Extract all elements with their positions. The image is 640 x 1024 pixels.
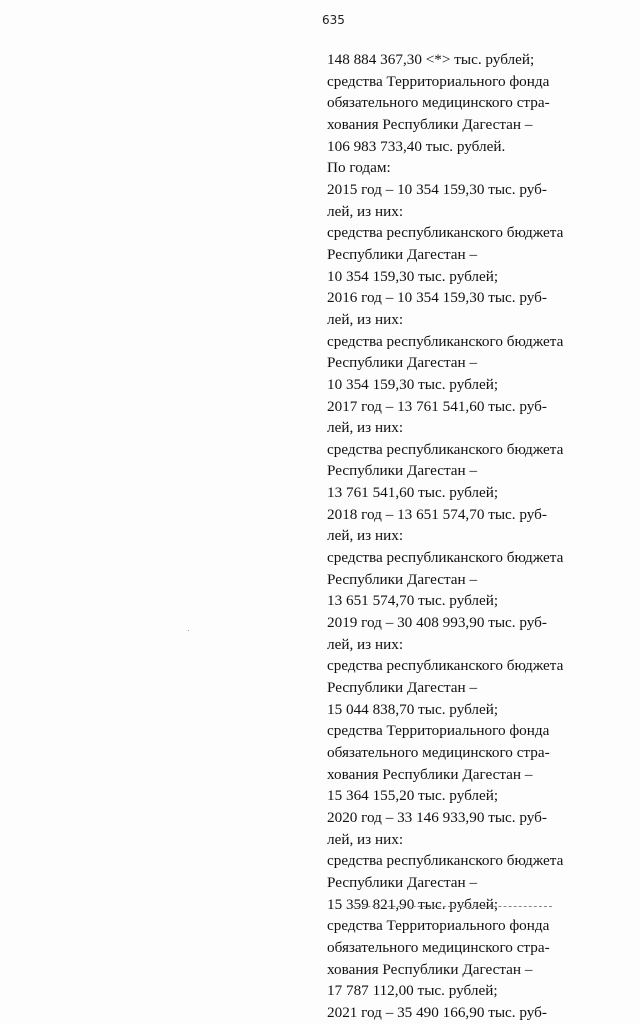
text-line: обязательного медицинского стра- [327, 744, 550, 761]
text-line: 106 983 733,40 тыс. рублей. [327, 137, 506, 155]
text-line: средства Территориального фонда [327, 72, 550, 90]
text-line: 2017 год – 13 761 541,60 тыс. руб- [327, 397, 547, 415]
text-line: 2019 год – 30 408 993,90 тыс. руб- [327, 614, 547, 632]
text-line: 2021 год – 35 490 166,90 тыс. руб- [327, 1003, 547, 1021]
text-line: средства республиканского бюджета [327, 852, 564, 870]
text-line: лей, из них: [327, 635, 404, 653]
text-line: средства республиканского бюджета [327, 549, 564, 567]
text-line: средства республиканского бюджета [327, 440, 564, 458]
bottom-rule [352, 906, 552, 907]
text-line: 10 354 159,30 тыс. рублей; [327, 375, 499, 393]
text-line: средства республиканского бюджета [327, 224, 564, 242]
text-line: лей, из них: [327, 527, 404, 545]
text-line: 15 364 155,20 тыс. рублей; [327, 787, 499, 805]
text-line: обязательного медицинского стра- [327, 938, 550, 956]
text-line: 13 651 574,70 тыс. рублей; [327, 592, 499, 610]
text-line: По годам: [327, 159, 391, 177]
text-line: 17 787 112,00 тыс. рублей; [327, 982, 498, 1000]
text-line: Республики Дагестан – [327, 245, 478, 263]
text-line: 2015 год – 10 354 159,30 тыс. руб- [327, 180, 547, 198]
page-number: 635 [322, 13, 345, 27]
text-line: Республики Дагестан – [327, 679, 478, 697]
text-line: 2018 год – 13 651 574,70 тыс. руб- [327, 505, 547, 523]
text-line: Республики Дагестан – [327, 873, 478, 891]
text-line: Республики Дагестан – [327, 462, 478, 480]
text-line: хования Республики Дагестан – [327, 960, 533, 978]
text-line: обязательного медицинского стра- [327, 94, 550, 112]
text-line: средства Территориального фонда [327, 917, 550, 935]
text-line: лей, из них: [327, 310, 404, 328]
text-line: 148 884 367,30 <*> тыс. рублей; [327, 51, 535, 68]
text-line: 10 354 159,30 тыс. рублей; [327, 267, 499, 285]
text-line: 13 761 541,60 тыс. рублей; [327, 484, 499, 502]
text-line: 2016 год – 10 354 159,30 тыс. руб- [327, 289, 547, 307]
text-line: хования Республики Дагестан – [327, 765, 533, 783]
text-line: лей, из них: [327, 419, 404, 437]
text-line: 15 044 838,70 тыс. рублей; [327, 700, 499, 718]
text-line: хования Республики Дагестан – [327, 115, 533, 133]
document-text [327, 49, 627, 1024]
text-line: лей, из них: [327, 830, 404, 848]
text-line: лей, из них: [327, 202, 404, 220]
text-line: 2020 год – 33 146 933,90 тыс. руб- [327, 808, 547, 826]
scan-artifact [188, 630, 189, 631]
text-line: 15 359 821,90 тыс. рублей; [327, 895, 499, 913]
text-line: средства республиканского бюджета [327, 332, 564, 350]
text-line: Республики Дагестан – [327, 354, 478, 372]
text-line: средства республиканского бюджета [327, 657, 564, 675]
text-line: средства Территориального фонда [327, 722, 550, 740]
text-line: Республики Дагестан – [327, 570, 478, 588]
